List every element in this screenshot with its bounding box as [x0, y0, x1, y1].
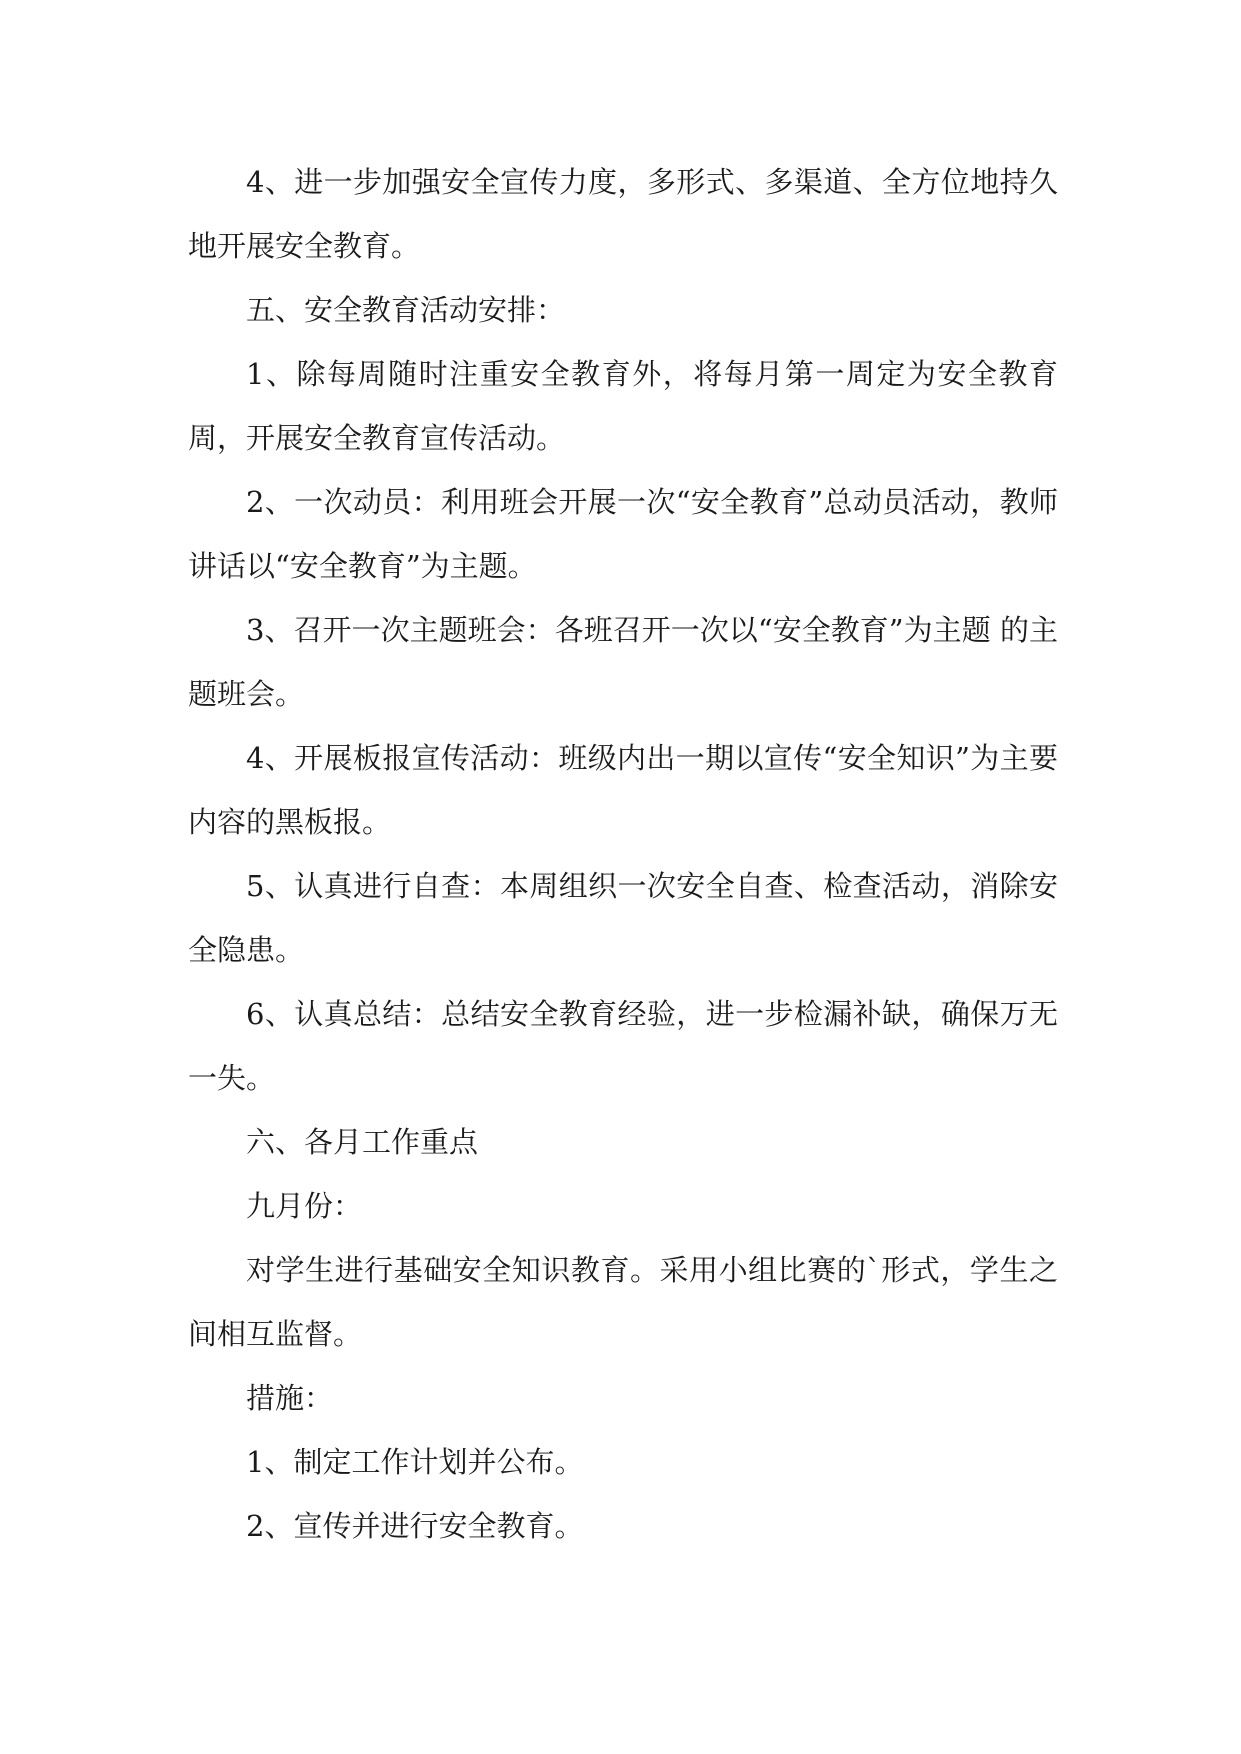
paragraph-item-3-class-meeting: 3、召开一次主题班会：各班召开一次以“安全教育”为主题 的主题班会。	[188, 613, 1058, 711]
month-heading-september: 九月份：	[246, 1189, 363, 1223]
section-heading-monthly-focus: 六、各月工作重点	[246, 1125, 479, 1159]
paragraph-item-4-blackboard: 4、开展板报宣传活动：班级内出一期以宣传“安全知识”为主要内容的黑板报。	[188, 741, 1058, 839]
paragraph-september-plan: 对学生进行基础安全知识教育。采用小组比赛的`形式，学生之间相互监督。	[188, 1253, 1058, 1351]
paragraph-item-1-weekly: 1、除每周随时注重安全教育外，将每月第一周定为安全教育周，开展安全教育宣传活动。	[188, 357, 1058, 455]
paragraph-item-4-publicity: 4、进一步加强安全宣传力度，多形式、多渠道、全方位地持久地开展安全教育。	[188, 165, 1058, 263]
measure-item-1: 1、制定工作计划并公布。	[246, 1445, 584, 1479]
paragraph-item-5-self-check: 5、认真进行自查：本周组织一次安全自查、检查活动，消除安全隐患。	[188, 869, 1058, 967]
measure-item-2: 2、宣传并进行安全教育。	[246, 1509, 584, 1543]
section-heading-activities: 五、安全教育活动安排：	[246, 293, 566, 327]
measures-heading: 措施：	[246, 1381, 334, 1415]
paragraph-item-6-summary: 6、认真总结：总结安全教育经验，进一步检漏补缺，确保万无一失。	[188, 997, 1058, 1095]
paragraph-item-2-mobilization: 2、一次动员：利用班会开展一次“安全教育”总动员活动，教师讲话以“安全教育”为主题。	[188, 485, 1058, 583]
document-body	[188, 150, 1058, 1558]
